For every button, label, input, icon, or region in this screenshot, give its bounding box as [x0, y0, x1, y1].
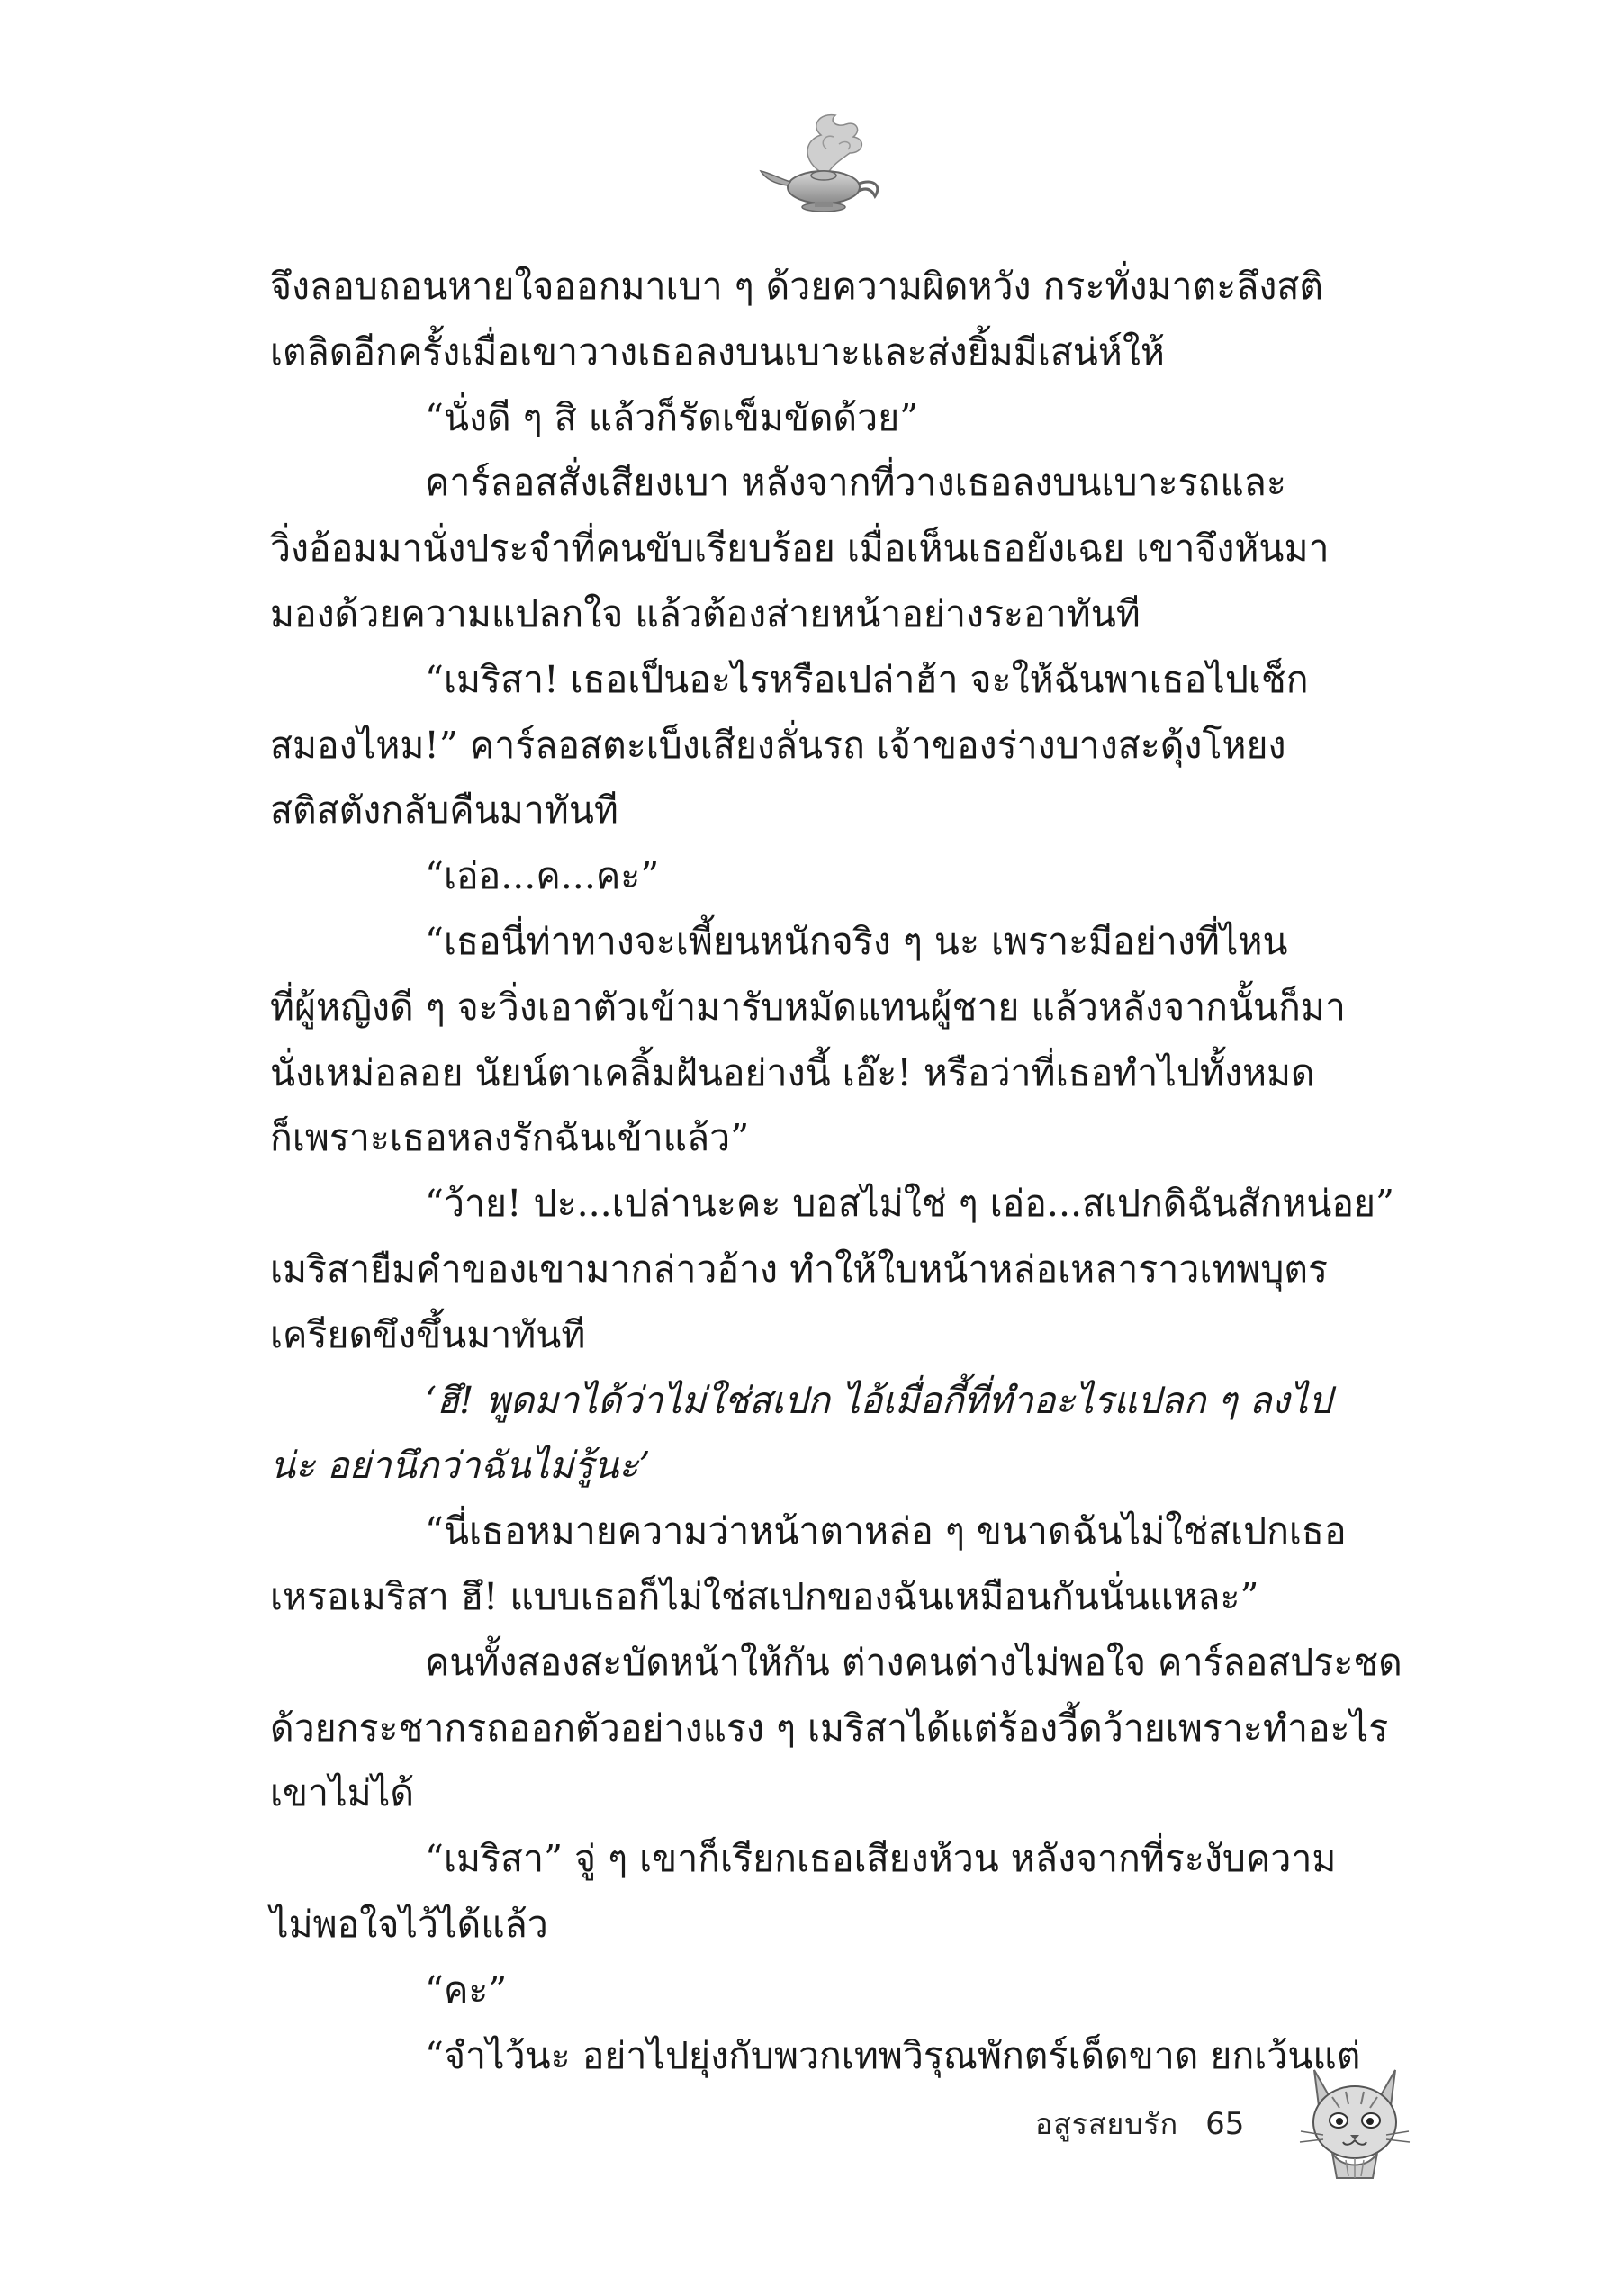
text-line: เมริสายืมคำของเขามากล่าวอ้าง ทำให้ใบหน้าหล่อเหลาราวเทพบุตร: [270, 1247, 1329, 1291]
text-line: ก็เพราะเธอหลงรักฉันเข้าแล้ว”: [270, 1116, 750, 1160]
text-line: “นั่งดี ๆ สิ แล้วก็รัดเข็มขัดด้วย”: [425, 395, 919, 439]
page-footer: [1035, 2088, 1244, 2160]
text-line: “เอ่อ...ค...คะ”: [425, 854, 660, 898]
cat-face-icon: [1296, 2052, 1413, 2187]
text-line: สมองไหม!” คาร์ลอสตะเบ็งเสียงลั่นรถ เจ้าของร่างบางสะดุ้งโหยง: [270, 723, 1286, 767]
text-line: ที่ผู้หญิงดี ๆ จะวิ่งเอาตัวเข้ามารับหมัดแทนผู้ชาย แล้วหลังจากนั้นก็มา: [270, 985, 1346, 1029]
book-title: อสูรสยบรัก: [1035, 2106, 1179, 2141]
body-text: [270, 254, 1406, 2088]
text-line: “เมริสา” จู่ ๆ เขาก็เรียกเธอเสียงห้วน หลังจากที่ระงับความ: [425, 1837, 1337, 1881]
text-line: “ว้าย! ปะ...เปล่านะคะ บอสไม่ใช่ ๆ เอ่อ...สเปกดิฉันสักหน่อย”: [425, 1182, 1394, 1226]
text-line: ไม่พอใจไว้ได้แล้ว: [270, 1902, 548, 1946]
text-line: ‘ฮึ! พูดมาได้ว่าไม่ใช่สเปก ไอ้เมื่อกี้ที่ทำอะไรแปลก ๆ ลงไป: [425, 1378, 1332, 1422]
text-line: เครียดขึงขึ้นมาทันที: [270, 1312, 586, 1356]
text-line: เขาไม่ได้: [270, 1771, 414, 1815]
text-line: “เธอนี่ท่าทางจะเพี้ยนหนักจริง ๆ นะ เพราะมีอย่างที่ไหน: [425, 919, 1288, 963]
text-line: เหรอเมริสา ฮึ! แบบเธอก็ไม่ใช่สเปกของฉันเหมือนกันนั่นแหละ”: [270, 1574, 1259, 1618]
text-line: น่ะ อย่านึกว่าฉันไม่รู้นะ’: [270, 1444, 651, 1488]
text-line: คาร์ลอสสั่งเสียงเบา หลังจากที่วางเธอลงบนเบาะรถและ: [425, 461, 1286, 505]
text-line: คนทั้งสองสะบัดหน้าให้กัน ต่างคนต่างไม่พอใจ คาร์ลอสประชด: [425, 1640, 1402, 1684]
text-line: “คะ”: [425, 1967, 508, 2012]
text-line: นั่งเหม่อลอย นัยน์ตาเคลิ้มฝันอย่างนี้ เอ๊ะ! หรือว่าที่เธอทำไปทั้งหมด: [270, 1050, 1315, 1094]
text-line: มองด้วยความแปลกใจ แล้วต้องส่ายหน้าอย่างระอาทันที: [270, 591, 1141, 635]
page-number: 65: [1205, 2106, 1245, 2142]
genie-lamp-icon: [756, 108, 891, 234]
text-line: เตลิดอีกครั้งเมื่อเขาวางเธอลงบนเบาะและส่งยิ้มมีเสน่ห์ให้: [270, 329, 1165, 374]
text-line: “นี่เธอหมายความว่าหน้าตาหล่อ ๆ ขนาดฉันไม่ใช่สเปกเธอ: [425, 1509, 1347, 1553]
text-line: วิ่งอ้อมมานั่งประจำที่คนขับเรียบร้อย เมื่อเห็นเธอยังเฉย เขาจึงหันมา: [270, 527, 1330, 571]
text-line: “เมริสา! เธอเป็นอะไรหรือเปล่าฮ้า จะให้ฉันพาเธอไปเช็ก: [425, 657, 1309, 701]
text-line: “จำไว้นะ อย่าไปยุ่งกับพวกเทพวิรุณพักตร์เด็ดขาด ยกเว้นแต่: [425, 2033, 1361, 2077]
text-line: สติสตังกลับคืนมาทันที: [270, 788, 618, 833]
text-line: จึงลอบถอนหายใจออกมาเบา ๆ ด้วยความผิดหวัง กระทั่งมาตะลึงสติ: [270, 265, 1324, 308]
text-line: ด้วยกระชากรถออกตัวอย่างแรง ๆ เมริสาได้แต่ร้องวี้ดว้ายเพราะทำอะไร: [270, 1706, 1389, 1750]
